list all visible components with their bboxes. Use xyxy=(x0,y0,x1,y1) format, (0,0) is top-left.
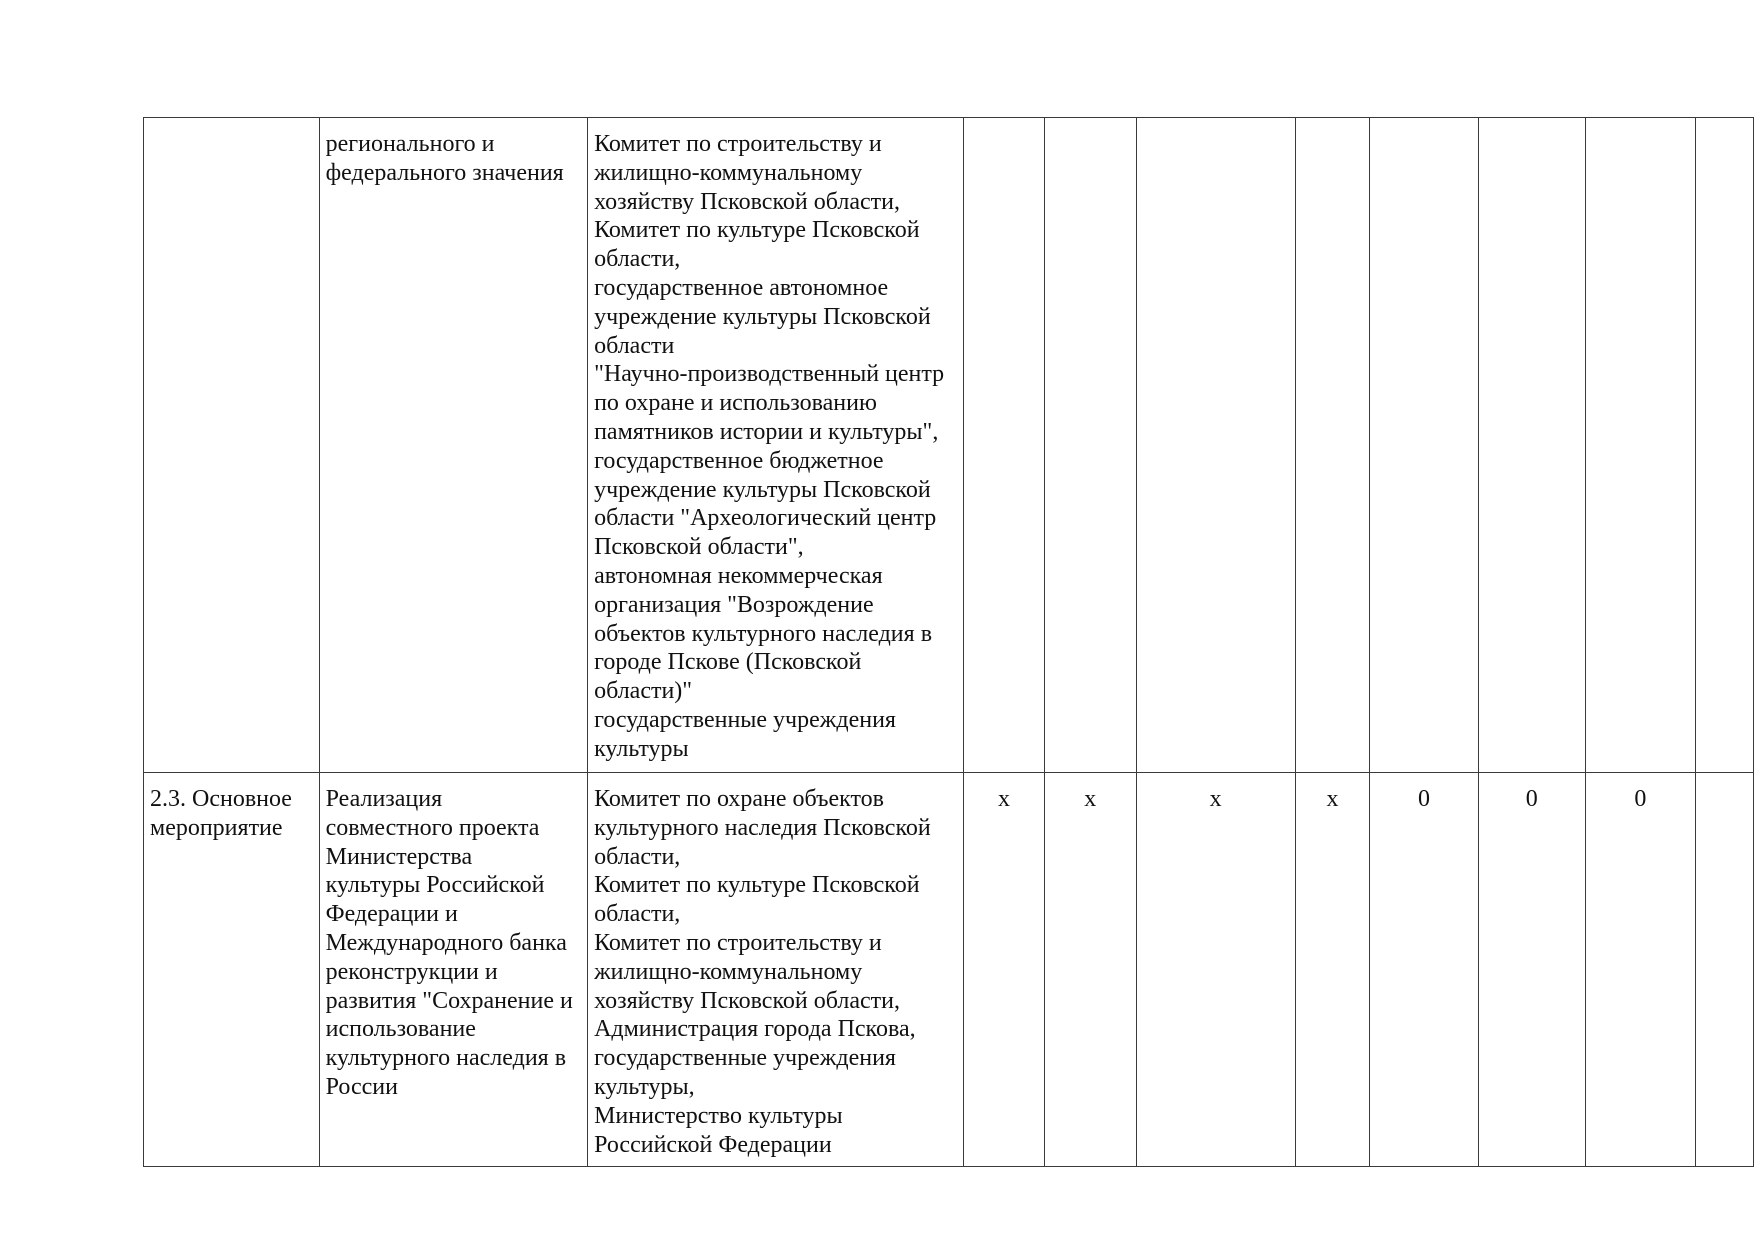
activity-code-cell xyxy=(144,118,320,773)
value-cell-11 xyxy=(1695,773,1753,1167)
value-cell-9 xyxy=(1478,118,1585,773)
responsible-executors-cell: Комитет по охране объектов культурного наследия Псковской области, Комитет по культуре Псковской области, Комитет по строительству и жилищно-коммунальному хозяйству Псковской области, Администрация города Пскова, государственные учреждения культуры, Министерство культуры Российской Федерации xyxy=(588,773,964,1167)
activity-code-cell: 2.3. Основное мероприятие xyxy=(144,773,320,1167)
program-table xyxy=(143,117,1754,1167)
value-cell-8: 0 xyxy=(1370,773,1478,1167)
table-row xyxy=(144,773,1754,1167)
value-cell-6 xyxy=(1136,118,1295,773)
value-cell-10 xyxy=(1585,118,1695,773)
value-cell-7 xyxy=(1295,118,1370,773)
value-cell-4 xyxy=(964,118,1044,773)
value-cell-10: 0 xyxy=(1585,773,1695,1167)
value-cell-11 xyxy=(1695,118,1753,773)
activity-name-cell: Реализация совместного проекта Министерства культуры Российской Федерации и Международного банка реконструкции и развития "Сохранение и использование культурного наследия в России xyxy=(319,773,587,1167)
value-cell-5 xyxy=(1044,118,1136,773)
value-cell-8 xyxy=(1370,118,1478,773)
table-row xyxy=(144,118,1754,773)
value-cell-5: x xyxy=(1044,773,1136,1167)
value-cell-9: 0 xyxy=(1478,773,1585,1167)
value-cell-7: x xyxy=(1295,773,1370,1167)
value-cell-4: x xyxy=(964,773,1044,1167)
value-cell-6: x xyxy=(1136,773,1295,1167)
activity-name-cell: регионального и федерального значения xyxy=(319,118,587,773)
responsible-executors-cell: Комитет по строительству и жилищно-коммунальному хозяйству Псковской области, Комитет по культуре Псковской области, государственное автономное учреждение культуры Псковской области "Научно-производственный центр по охране и использованию памятников истории и культуры", государственное бюджетное учреждение культуры Псковской области "Археологический центр Псковской области", автономная некоммерческая организация "Возрождение объектов культурного наследия в городе Пскове (Псковской области)" государственные учреждения культуры xyxy=(588,118,964,773)
